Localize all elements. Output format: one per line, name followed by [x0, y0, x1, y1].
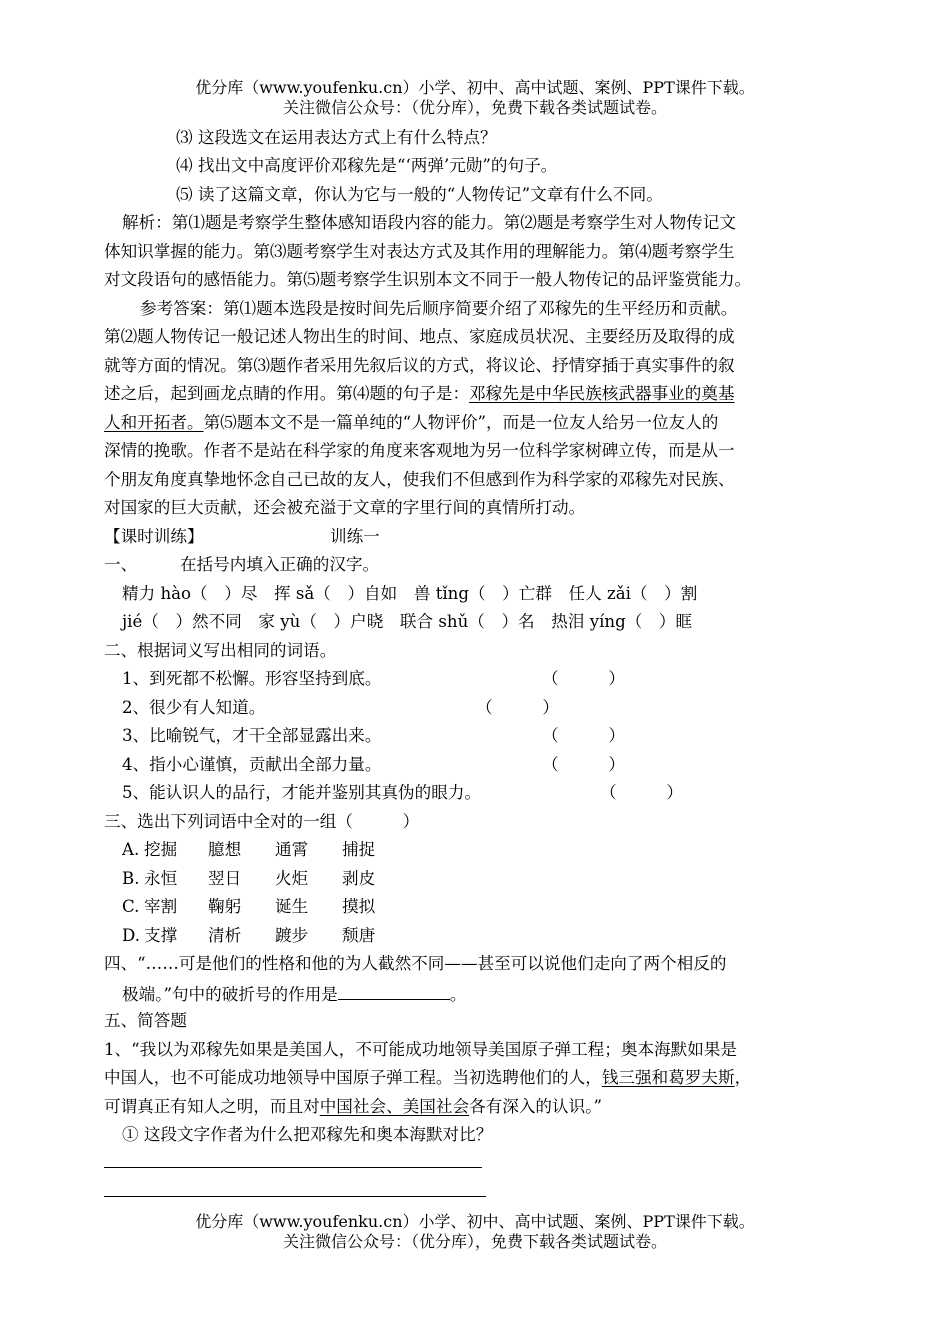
answer-underlined-sentence-2: 人和开拓者。 [104, 413, 204, 432]
section-5-paragraph-line-1: 1、“我以为邓稼先如果是美国人，不可能成功地领导美国原子弹工程；奥本海默如果是 [104, 1040, 738, 1059]
section-3-option-d-word-3: 踱步 [275, 926, 309, 945]
answer-line-2: 第⑵题人物传记一般记述人物出生的时间、地点、家庭成员状况、主要经历及取得的成 [104, 327, 735, 346]
section-3-option-b-word-1: 永恒 [144, 869, 178, 888]
section-5-line-2-text: 中国人，也不可能成功地领导中国原子弹工程。当初选聘他们的人， [104, 1068, 602, 1087]
section-3-option-b-word-4: 剥皮 [342, 869, 376, 888]
section-3-option-a-word-2: 臆想 [208, 840, 242, 859]
answer-line-8: 对国家的巨大贡献，还会被充溢于文章的字里行间的真情所打动。 [104, 498, 586, 517]
section-5-title: 五、简答题 [104, 1011, 187, 1030]
section-5-line-3-text: 可谓真正有知人之明，而且对 [104, 1097, 320, 1116]
section-5-paragraph-line-2 [104, 1064, 751, 1092]
section-2-item-1: 1、到死都不松懈。形容坚持到底。 [122, 669, 382, 688]
section-3-option-b-label: B. [122, 869, 140, 888]
section-3-option-b-word-2: 翌日 [208, 869, 242, 888]
section-2-answer-paren-3: （ ） [542, 726, 625, 745]
section-3-option-d-label: D. [122, 926, 140, 945]
analysis-line-2: 体知识掌握的能力。第⑶题考察学生对表达方式及其作用的理解能力。第⑷题考察学生 [104, 242, 735, 261]
section-3-option-a-word-3: 通霄 [275, 840, 309, 859]
section-2-item-5: 5、能认识人的品行，才能并鉴别其真伪的眼力。 [122, 783, 482, 802]
section-1-row-2: jié（ ）然不同 家 yù（ ）户晓 联合 shǔ（ ）名 热泪 yíng（ ）眶 [122, 612, 693, 631]
section-3-option-c-label: C. [122, 897, 140, 916]
section-3-title: 三、选出下列词语中全对的一组（ ） [104, 812, 420, 831]
section-5-line-3-end: 各有深入的认识。” [469, 1097, 602, 1116]
section-2-item-4: 4、指小心谨慎，贡献出全部力量。 [122, 755, 382, 774]
section-2-answer-paren-2: （ ） [476, 698, 559, 717]
section-1-number: 一、 [104, 555, 138, 574]
training-label: 【课时训练】 [104, 527, 204, 546]
analysis-line-1: 解析：第⑴题是考察学生整体感知语段内容的能力。第⑵题是考察学生对人物传记文 [122, 213, 736, 232]
section-3-option-c-word-3: 诞生 [275, 897, 309, 916]
section-4-line-1: 四、“……可是他们的性格和他的为人截然不同——甚至可以说他们走向了两个相反的 [104, 954, 727, 973]
section-3-option-d-word-4: 颓唐 [342, 926, 376, 945]
section-1-row-1: 精力 hào（ ）尽 挥 sǎ（ ）自如 兽 tǐng（ ）亡群 任人 zǎi（ ）割 [122, 584, 698, 603]
question-3: ⑶ 这段选文在运用表达方式上有什么特点？ [176, 128, 497, 147]
section-5-question-1: ① 这段文字作者为什么把邓稼先和奥本海默对比？ [122, 1125, 493, 1144]
answer-line-1: 参考答案：第⑴题本选段是按时间先后顺序简要介绍了邓稼先的生平经历和贡献。 [140, 299, 738, 318]
section-3-option-a-word-1: 挖掘 [144, 840, 178, 859]
answer-line-7: 个朋友角度真挚地怀念自己已故的友人，使我们不但感到作为科学家的邓稼先对民族、 [104, 470, 735, 489]
answer-line-rule-2[interactable] [104, 1196, 486, 1197]
answer-line-3: 就等方面的情况。第⑶题作者采用先叙后议的方式，将议论、抒情穿插于真实事件的叙 [104, 356, 735, 375]
section-4-line-2 [122, 979, 467, 1009]
training-title: 训练一 [330, 527, 380, 546]
section-3-option-c-word-2: 鞠躬 [208, 897, 242, 916]
section-2-answer-paren-4: （ ） [542, 755, 625, 774]
answer-line-4-text: 述之后，起到画龙点睛的作用。第⑷题的句子是： [104, 384, 470, 403]
section-1-title: 在括号内填入正确的汉字。 [180, 555, 380, 574]
question-4: ⑷ 找出文中高度评价邓稼先是“‘两弹’元勋”的句子。 [176, 156, 558, 175]
section-3-option-a-word-4: 捕捉 [342, 840, 376, 859]
answer-line-6: 深情的挽歌。作者不是站在科学家的角度来客观地为另一位科学家树碑立传，而是从一 [104, 441, 735, 460]
section-3-option-d-word-1: 支撑 [144, 926, 178, 945]
section-2-item-2: 2、很少有人知道。 [122, 698, 266, 717]
answer-line-4 [104, 380, 735, 408]
section-4-line-2-end: 。 [449, 985, 467, 1004]
section-5-paragraph-line-3 [104, 1093, 602, 1121]
header-line-2: 关注微信公众号：（优分库），免费下载各类试题试卷。 [282, 98, 667, 117]
footer-line-2: 关注微信公众号：（优分库），免费下载各类试题试卷。 [282, 1232, 667, 1251]
header-line-1: 优分库（www.youfenku.cn）小学、初中、高中试题、案例、PPT课件下载。 [195, 78, 755, 97]
answer-line-5 [104, 409, 718, 437]
section-2-item-3: 3、比喻锐气，才干全部显露出来。 [122, 726, 382, 745]
footer-line-1: 优分库（www.youfenku.cn）小学、初中、高中试题、案例、PPT课件下载。 [195, 1212, 755, 1231]
section-5-line-2-end: ， [734, 1068, 752, 1087]
answer-line-5-text: 第⑸题本文不是一篇单纯的“人物评价”，而是一位友人给另一位友人的 [203, 413, 719, 432]
section-2-title: 二、根据词义写出相同的词语。 [104, 641, 337, 660]
section-4-answer-blank[interactable] [338, 979, 450, 1000]
section-5-underlined-societies: 中国社会、美国社会 [319, 1097, 470, 1116]
section-3-option-c-word-4: 摸拟 [342, 897, 376, 916]
answer-underlined-sentence-1: 邓稼先是中华民族核武器事业的奠基 [469, 384, 735, 403]
section-3-option-c-word-1: 宰割 [144, 897, 178, 916]
answer-line-rule-1[interactable] [104, 1167, 482, 1168]
section-2-answer-paren-1: （ ） [542, 669, 625, 688]
analysis-line-3: 对文段语句的感悟能力。第⑸题考察学生识别本文不同于一般人物传记的品评鉴赏能力。 [104, 270, 752, 289]
question-5: ⑸ 读了这篇文章，你认为它与一般的“人物传记”文章有什么不同。 [176, 185, 663, 204]
section-3-option-b-word-3: 火炬 [275, 869, 309, 888]
section-4-line-2-text: 极端。”句中的破折号的作用是 [122, 985, 338, 1004]
section-3-option-a-label: A. [122, 840, 140, 859]
section-3-option-d-word-2: 清析 [208, 926, 242, 945]
section-2-answer-paren-5: （ ） [600, 783, 683, 802]
section-5-underlined-names: 钱三强和葛罗夫斯 [601, 1068, 735, 1087]
